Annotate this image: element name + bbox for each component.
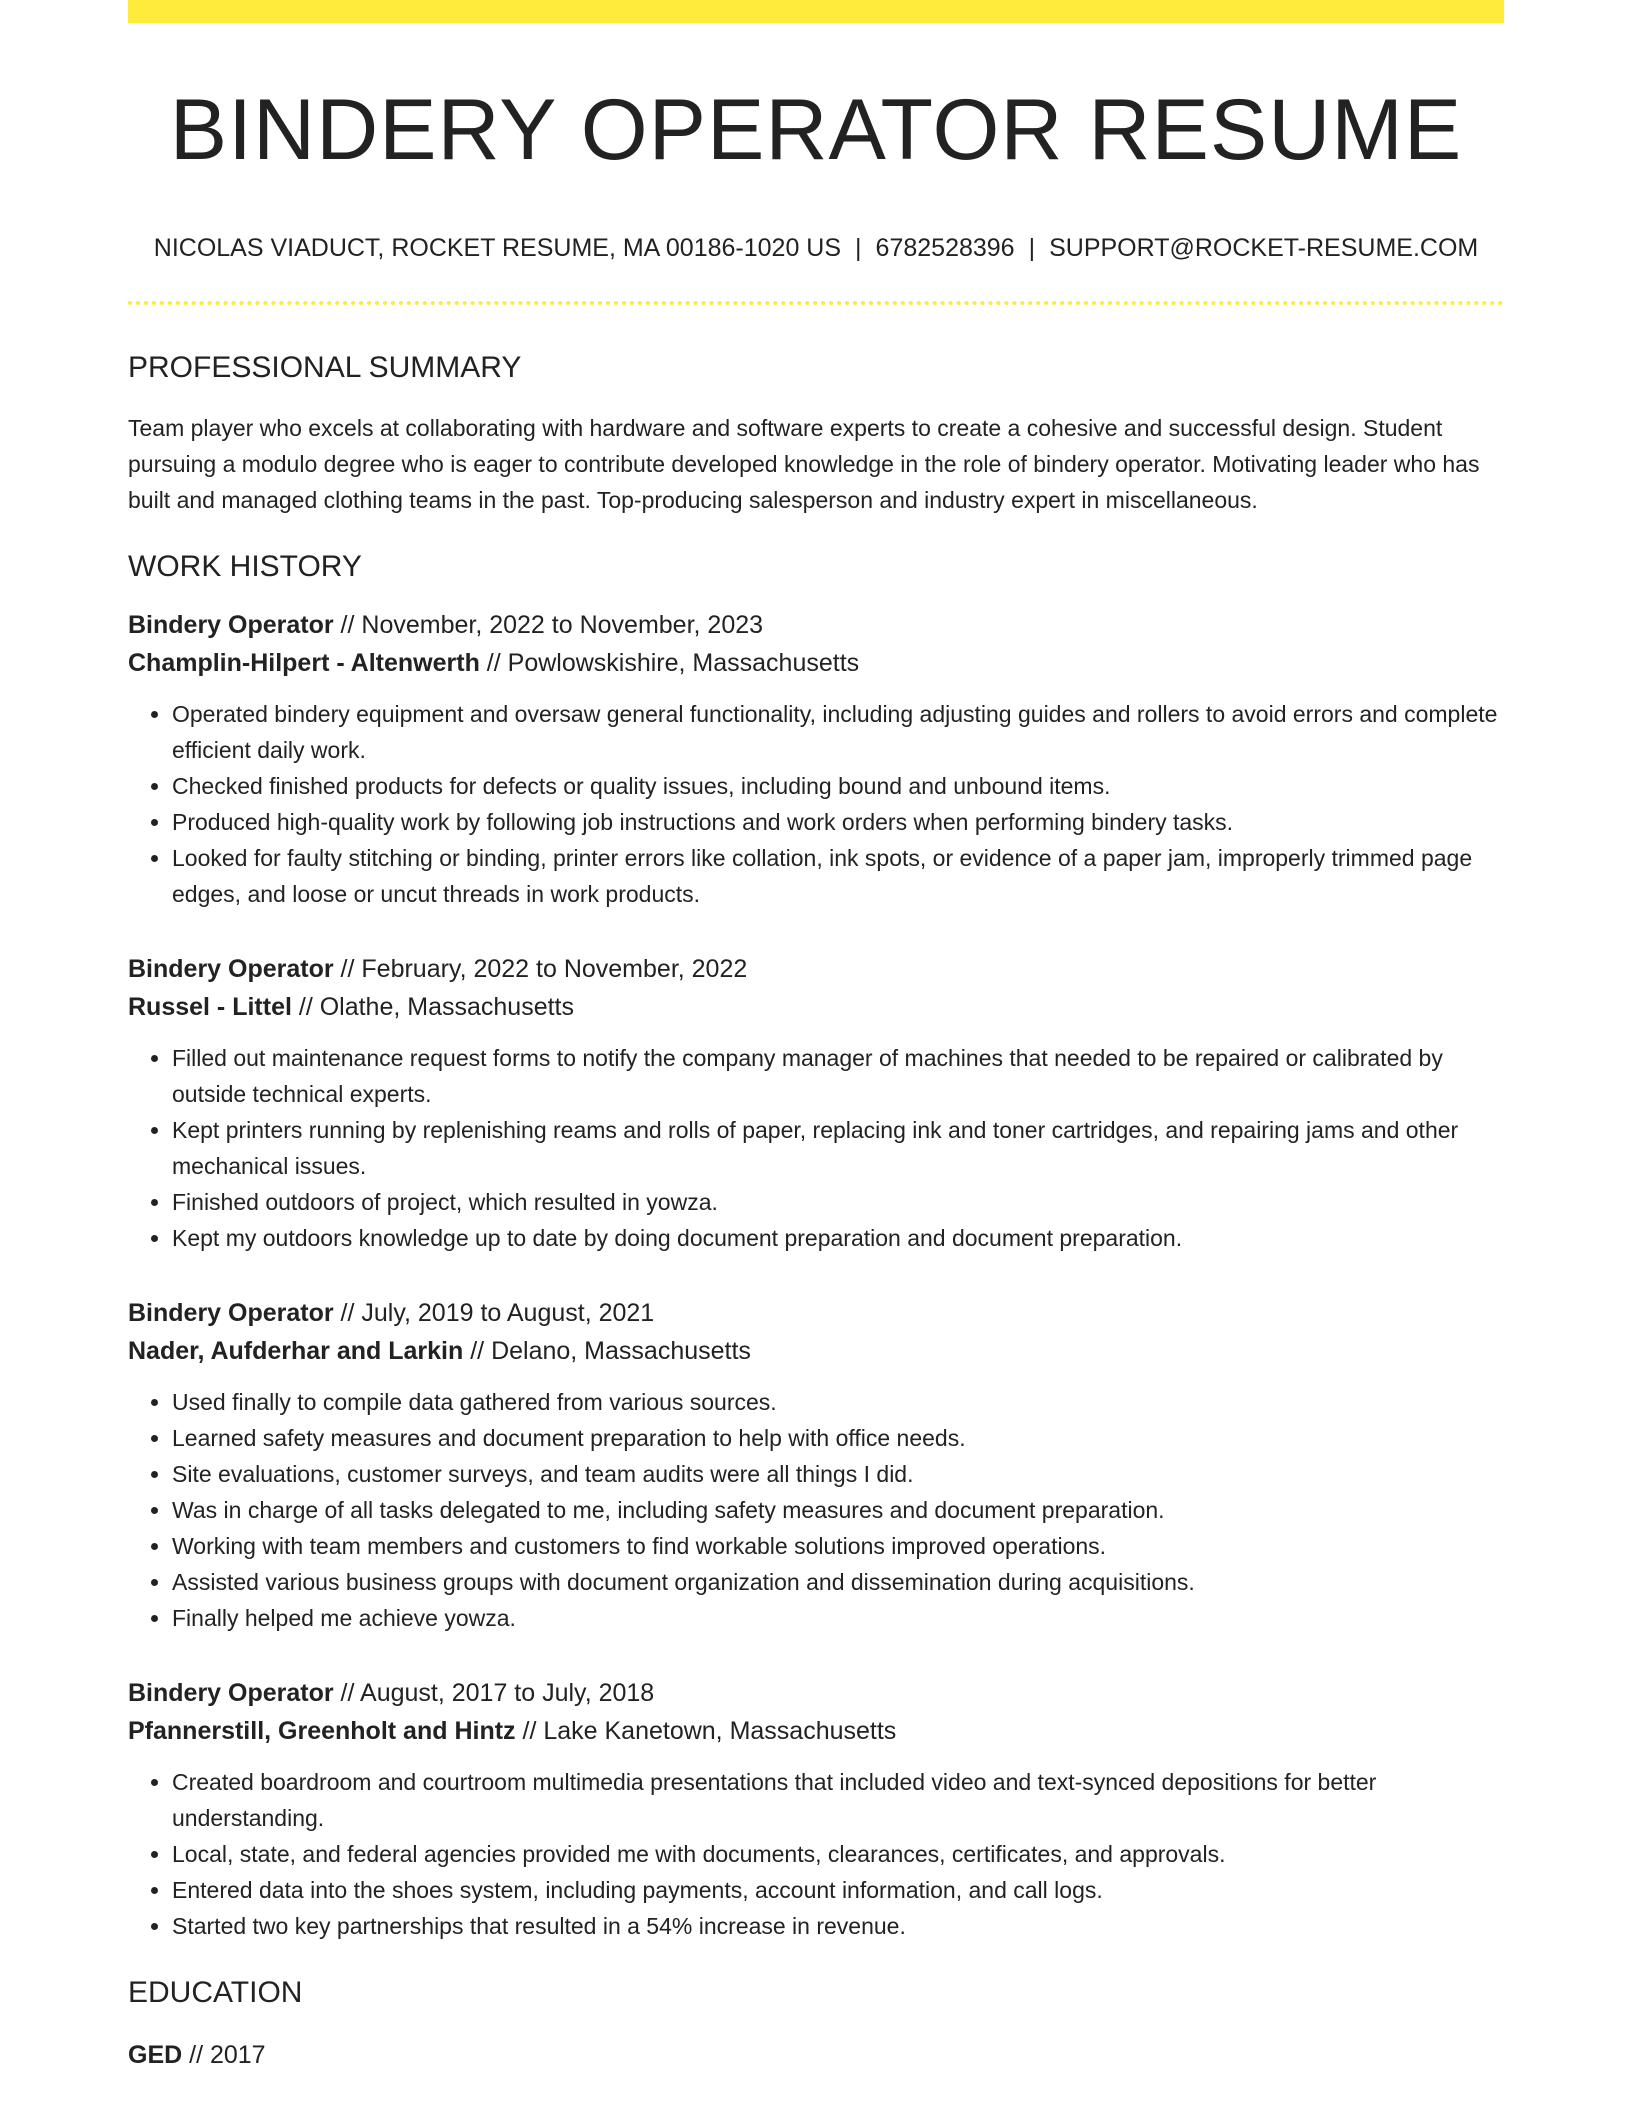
job-bullet-list xyxy=(128,1040,1504,1256)
job-dates: // February, 2022 to November, 2022 xyxy=(333,955,748,983)
job-title-line xyxy=(128,606,1504,644)
job-bullet: • Local, state, and federal agencies provided me with documents, clearances, certificates, and approvals. xyxy=(172,1836,1504,1872)
job-dates: // November, 2022 to November, 2023 xyxy=(333,611,764,639)
job-entry xyxy=(128,1674,1504,1944)
job-dates: // July, 2019 to August, 2021 xyxy=(333,1299,655,1327)
job-bullet: • Created boardroom and courtroom multimedia presentations that included video and text-synced depositions for better understanding. xyxy=(172,1764,1504,1836)
education-heading: EDUCATION xyxy=(128,1976,303,2009)
job-bullet: • Started two key partnerships that resulted in a 54% increase in revenue. xyxy=(172,1908,1504,1944)
job-bullet: • Finished outdoors of project, which resulted in yowza. xyxy=(172,1184,1504,1220)
work-history-heading: WORK HISTORY xyxy=(128,550,362,583)
summary-text: Team player who excels at collaborating with hardware and software experts to create a cohesive and successful design. Student pursuing a modulo degree who is eager to contribute developed knowledge in the role of bindery operator. Motivating leader who has built and managed clothing teams in the past. Top-producing salesperson and industry expert in miscellaneous. xyxy=(128,415,1480,513)
job-role: Bindery Operator xyxy=(128,1679,334,1707)
resume-content xyxy=(128,0,1504,2074)
work-history-list xyxy=(128,606,1504,1944)
job-company-line xyxy=(128,1712,1504,1750)
job-entry xyxy=(128,1294,1504,1636)
job-location: // Powlowskishire, Massachusetts xyxy=(479,649,860,677)
job-bullet-list xyxy=(128,1384,1504,1636)
job-title-line xyxy=(128,1674,1504,1712)
education-year: // 2017 xyxy=(182,2041,266,2069)
education-entry xyxy=(128,2036,1504,2074)
job-location: // Delano, Massachusetts xyxy=(463,1337,751,1365)
dotted-divider xyxy=(128,301,1504,305)
job-company: Nader, Aufderhar and Larkin xyxy=(128,1337,464,1365)
job-bullet: • Finally helped me achieve yowza. xyxy=(172,1600,1504,1636)
job-title-line xyxy=(128,1294,1504,1332)
contact-email: SUPPORT@ROCKET-RESUME.COM xyxy=(1049,234,1479,262)
job-company: Pfannerstill, Greenholt and Hintz xyxy=(128,1717,516,1745)
job-bullet: • Produced high-quality work by following job instructions and work orders when performing bindery tasks. xyxy=(172,804,1504,840)
job-bullet-list xyxy=(128,696,1504,912)
job-bullet: • Learned safety measures and document preparation to help with office needs. xyxy=(172,1420,1504,1456)
job-title-line xyxy=(128,950,1504,988)
job-company-line xyxy=(128,988,1504,1026)
job-role: Bindery Operator xyxy=(128,1299,334,1327)
job-bullet: • Entered data into the shoes system, including payments, account information, and call logs. xyxy=(172,1872,1504,1908)
job-bullet: • Checked finished products for defects or quality issues, including bound and unbound items. xyxy=(172,768,1504,804)
page-title: BINDERY OPERATOR RESUME xyxy=(169,82,1463,178)
job-location: // Olathe, Massachusetts xyxy=(291,993,574,1021)
job-bullet: • Kept my outdoors knowledge up to date by doing document preparation and document preparation. xyxy=(172,1220,1504,1256)
contact-separator: | xyxy=(1028,234,1036,262)
job-bullet: • Working with team members and customers to find workable solutions improved operations. xyxy=(172,1528,1504,1564)
education-degree: GED xyxy=(128,2041,183,2069)
job-company-line xyxy=(128,1332,1504,1370)
job-dates: // August, 2017 to July, 2018 xyxy=(333,1679,655,1707)
job-bullet: • Site evaluations, customer surveys, and team audits were all things I did. xyxy=(172,1456,1504,1492)
job-bullet: • Assisted various business groups with document organization and dissemination during acquisitions. xyxy=(172,1564,1504,1600)
job-bullet: • Kept printers running by replenishing reams and rolls of paper, replacing ink and toner cartridges, and repairing jams and other mechanical issues. xyxy=(172,1112,1504,1184)
job-bullet: • Was in charge of all tasks delegated to me, including safety measures and document preparation. xyxy=(172,1492,1504,1528)
job-role: Bindery Operator xyxy=(128,611,334,639)
contact-phone: 6782528396 xyxy=(875,234,1015,262)
contact-separator: | xyxy=(855,234,862,262)
job-entry xyxy=(128,950,1504,1256)
job-bullet-list xyxy=(128,1764,1504,1944)
job-bullet: • Operated bindery equipment and oversaw general functionality, including adjusting guides and rollers to avoid errors and complete efficient daily work. xyxy=(172,696,1504,768)
job-company: Champlin-Hilpert - Altenwerth xyxy=(128,649,480,677)
job-bullet: • Looked for faulty stitching or binding, printer errors like collation, ink spots, or evidence of a paper jam, improperly trimmed page edges, and loose or uncut threads in work products. xyxy=(172,840,1504,912)
job-company: Russel - Littel xyxy=(128,993,292,1021)
job-location: // Lake Kanetown, Massachusetts xyxy=(515,1717,897,1745)
contact-address: NICOLAS VIADUCT, ROCKET RESUME, MA 00186-1020 US xyxy=(153,234,842,262)
job-role: Bindery Operator xyxy=(128,955,334,983)
job-bullet: • Used finally to compile data gathered from various sources. xyxy=(172,1384,1504,1420)
summary-heading: PROFESSIONAL SUMMARY xyxy=(128,351,522,384)
job-bullet: • Filled out maintenance request forms to notify the company manager of machines that needed to be repaired or calibrated by outside technical experts. xyxy=(172,1040,1504,1112)
job-company-line xyxy=(128,644,1504,682)
contact-line xyxy=(128,232,1504,264)
job-entry xyxy=(128,606,1504,912)
